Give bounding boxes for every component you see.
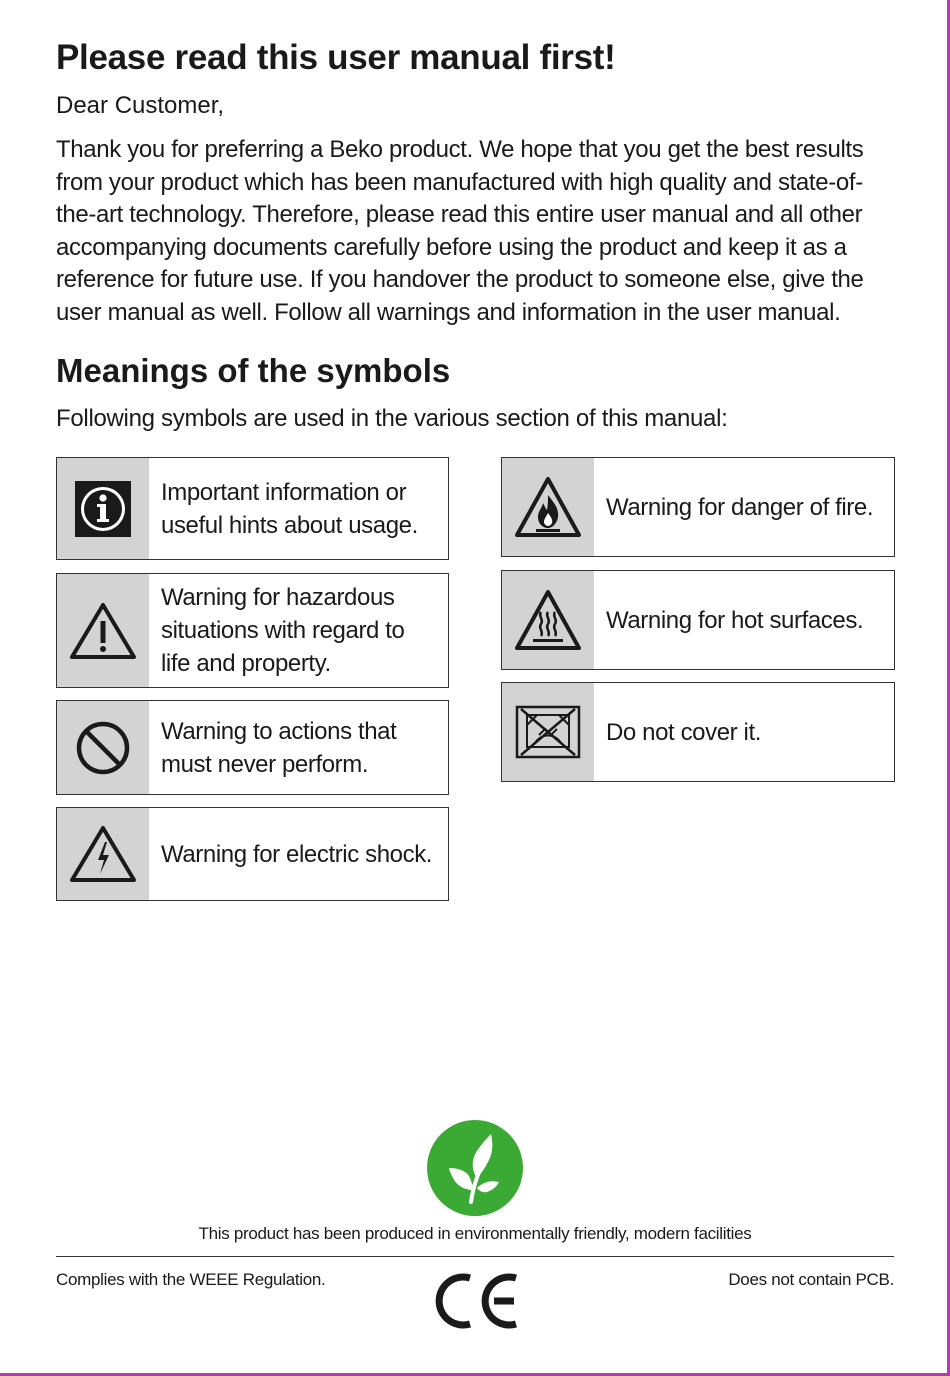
pcb-statement: Does not contain PCB. xyxy=(728,1270,894,1289)
symbol-item-prohibited xyxy=(56,700,449,795)
ce-mark-icon xyxy=(432,1270,520,1332)
hot-surface-icon xyxy=(502,571,594,669)
prohibited-icon xyxy=(57,701,149,794)
do-not-cover-icon xyxy=(502,683,594,781)
symbol-item-electric-shock xyxy=(56,807,449,901)
symbol-description: Warning for danger of fire. xyxy=(606,493,874,521)
page-title: Please read this user manual first! xyxy=(56,38,616,77)
symbol-description: Warning for electric shock. xyxy=(161,840,433,868)
info-icon xyxy=(57,458,149,559)
symbol-item-info xyxy=(56,457,449,560)
electric-shock-icon xyxy=(57,808,149,900)
symbols-heading: Meanings of the symbols xyxy=(56,352,451,389)
eco-statement: This product has been produced in environmentally friendly, modern facilities xyxy=(198,1224,752,1243)
symbols-intro: Following symbols are used in the various section of this manual: xyxy=(56,405,728,432)
fire-icon xyxy=(502,458,594,556)
symbol-description: Warning for hazardous situations with regard to life and property. xyxy=(161,584,405,677)
symbol-item-hot-surface xyxy=(501,570,895,670)
symbol-description: Warning to actions that must never perform. xyxy=(161,717,397,778)
symbol-item-warning xyxy=(56,573,449,688)
warning-triangle-icon xyxy=(57,574,149,687)
greeting: Dear Customer, xyxy=(56,92,225,119)
weee-compliance: Complies with the WEEE Regulation. xyxy=(56,1270,326,1289)
symbol-item-fire xyxy=(501,457,895,557)
symbol-description: Warning for hot surfaces. xyxy=(606,606,864,634)
symbol-description: Do not cover it. xyxy=(606,718,762,746)
symbol-item-do-not-cover xyxy=(501,682,895,782)
symbol-description: Important information or useful hints about usage. xyxy=(161,478,418,539)
footer-divider xyxy=(56,1256,894,1257)
eco-leaf-icon xyxy=(427,1120,523,1216)
intro-paragraph: Thank you for preferring a Beko product. We hope that you get the best results from your product which has been manufactured with high quality and state-of-the-art technology. Therefore, please read this entire user manual and all other accompanying documents carefully before using the product and keep it as a reference for future use. If you handover the product to someone else, give the user manual as well. Follow all warnings and information in the user manual. xyxy=(56,136,864,326)
